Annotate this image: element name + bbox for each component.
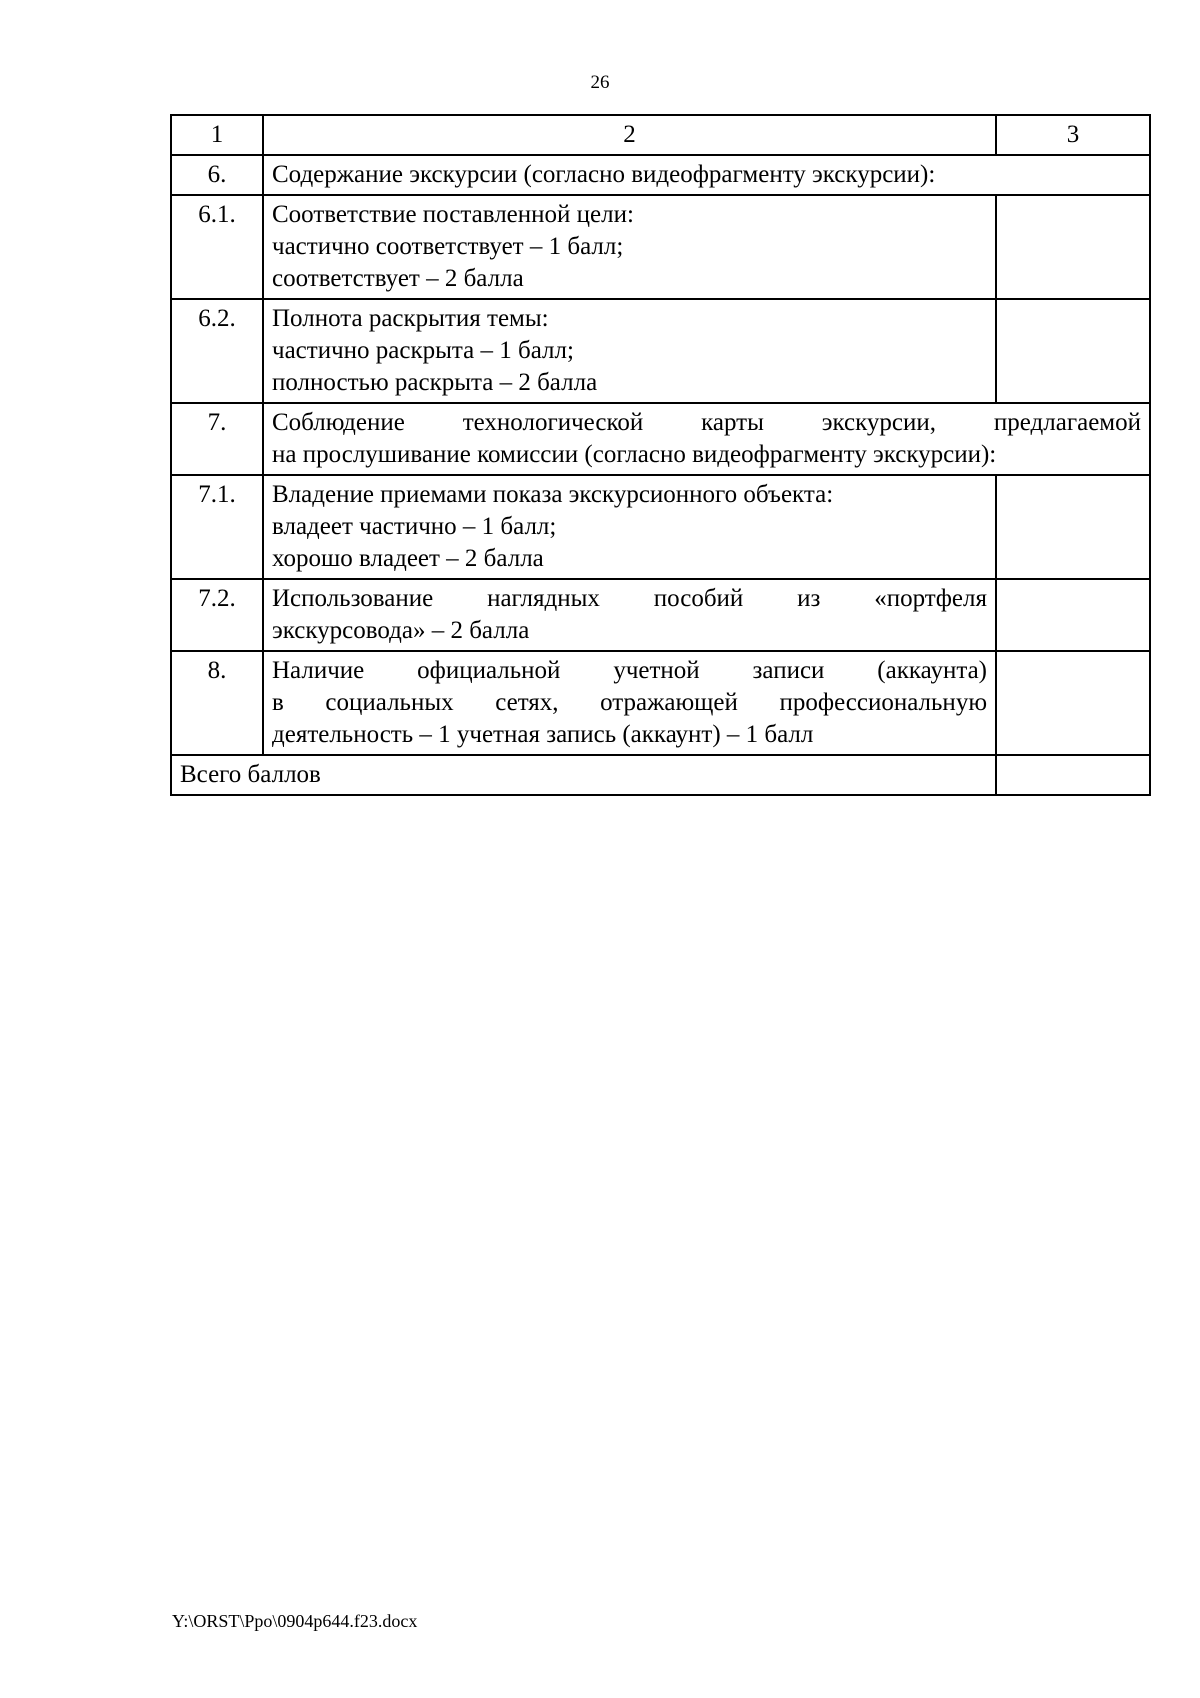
table-row-7-1 <box>171 475 1150 579</box>
table-row-8 <box>171 651 1150 755</box>
criterion-title: Полнота раскрытия темы: <box>272 305 549 332</box>
criterion-option: хорошо владеет – 2 балла <box>272 545 544 572</box>
column-header-1: 1 <box>171 115 263 155</box>
section-title <box>263 403 1150 475</box>
criterion-title: Владение приемами показа экскурсионного объекта: <box>272 481 834 508</box>
table-row-section-6 <box>171 155 1150 195</box>
column-header-2: 2 <box>263 115 996 155</box>
section-title-line: на прослушивание комиссии (согласно видеофрагменту экскурсии): <box>272 441 997 468</box>
criterion-option: полностью раскрыта – 2 балла <box>272 369 598 396</box>
page-number: 26 <box>590 72 610 93</box>
criterion-title: Использование наглядных пособий из «портфеля <box>272 585 987 612</box>
criterion-text <box>263 579 996 651</box>
criterion-option: соответствует – 2 балла <box>272 265 524 292</box>
score-cell <box>996 299 1150 403</box>
score-cell <box>996 195 1150 299</box>
table-header-row <box>171 115 1150 155</box>
criterion-title-continued: в социальных сетях, отражающей профессиональную <box>272 689 987 716</box>
criterion-option: владеет частично – 1 балл; <box>272 513 557 540</box>
score-cell <box>996 475 1150 579</box>
table-row-section-7 <box>171 403 1150 475</box>
criterion-option: частично раскрыта – 1 балл; <box>272 337 574 364</box>
criteria-table <box>170 114 1151 796</box>
table-row-6-2 <box>171 299 1150 403</box>
row-number: 6.2. <box>171 299 263 403</box>
table-row-6-1 <box>171 195 1150 299</box>
score-cell <box>996 579 1150 651</box>
criterion-text <box>263 299 996 403</box>
total-label: Всего баллов <box>171 755 996 795</box>
section-title: Содержание экскурсии (согласно видеофрагменту экскурсии): <box>263 155 1150 195</box>
criterion-text <box>263 651 996 755</box>
section-title-line: Соблюдение технологической карты экскурсии, предлагаемой <box>272 409 1141 436</box>
criterion-text <box>263 195 996 299</box>
file-path-footer: Y:\ORST\Ppo\0904p644.f23.docx <box>172 1611 418 1631</box>
criterion-text <box>263 475 996 579</box>
criterion-option: частично соответствует – 1 балл; <box>272 233 624 260</box>
criterion-title-continued: экскурсовода» – 2 балла <box>272 617 530 644</box>
row-number: 6. <box>171 155 263 195</box>
row-number: 7. <box>171 403 263 475</box>
total-score-cell <box>996 755 1150 795</box>
row-number: 7.1. <box>171 475 263 579</box>
row-number: 6.1. <box>171 195 263 299</box>
criterion-title-continued: деятельность – 1 учетная запись (аккаунт) – 1 балл <box>272 721 814 748</box>
score-cell <box>996 651 1150 755</box>
row-number: 8. <box>171 651 263 755</box>
column-header-3: 3 <box>996 115 1150 155</box>
criterion-title: Наличие официальной учетной записи (аккаунта) <box>272 657 987 684</box>
table-row-7-2 <box>171 579 1150 651</box>
criterion-title: Соответствие поставленной цели: <box>272 201 634 228</box>
row-number: 7.2. <box>171 579 263 651</box>
table-row-total <box>171 755 1150 795</box>
